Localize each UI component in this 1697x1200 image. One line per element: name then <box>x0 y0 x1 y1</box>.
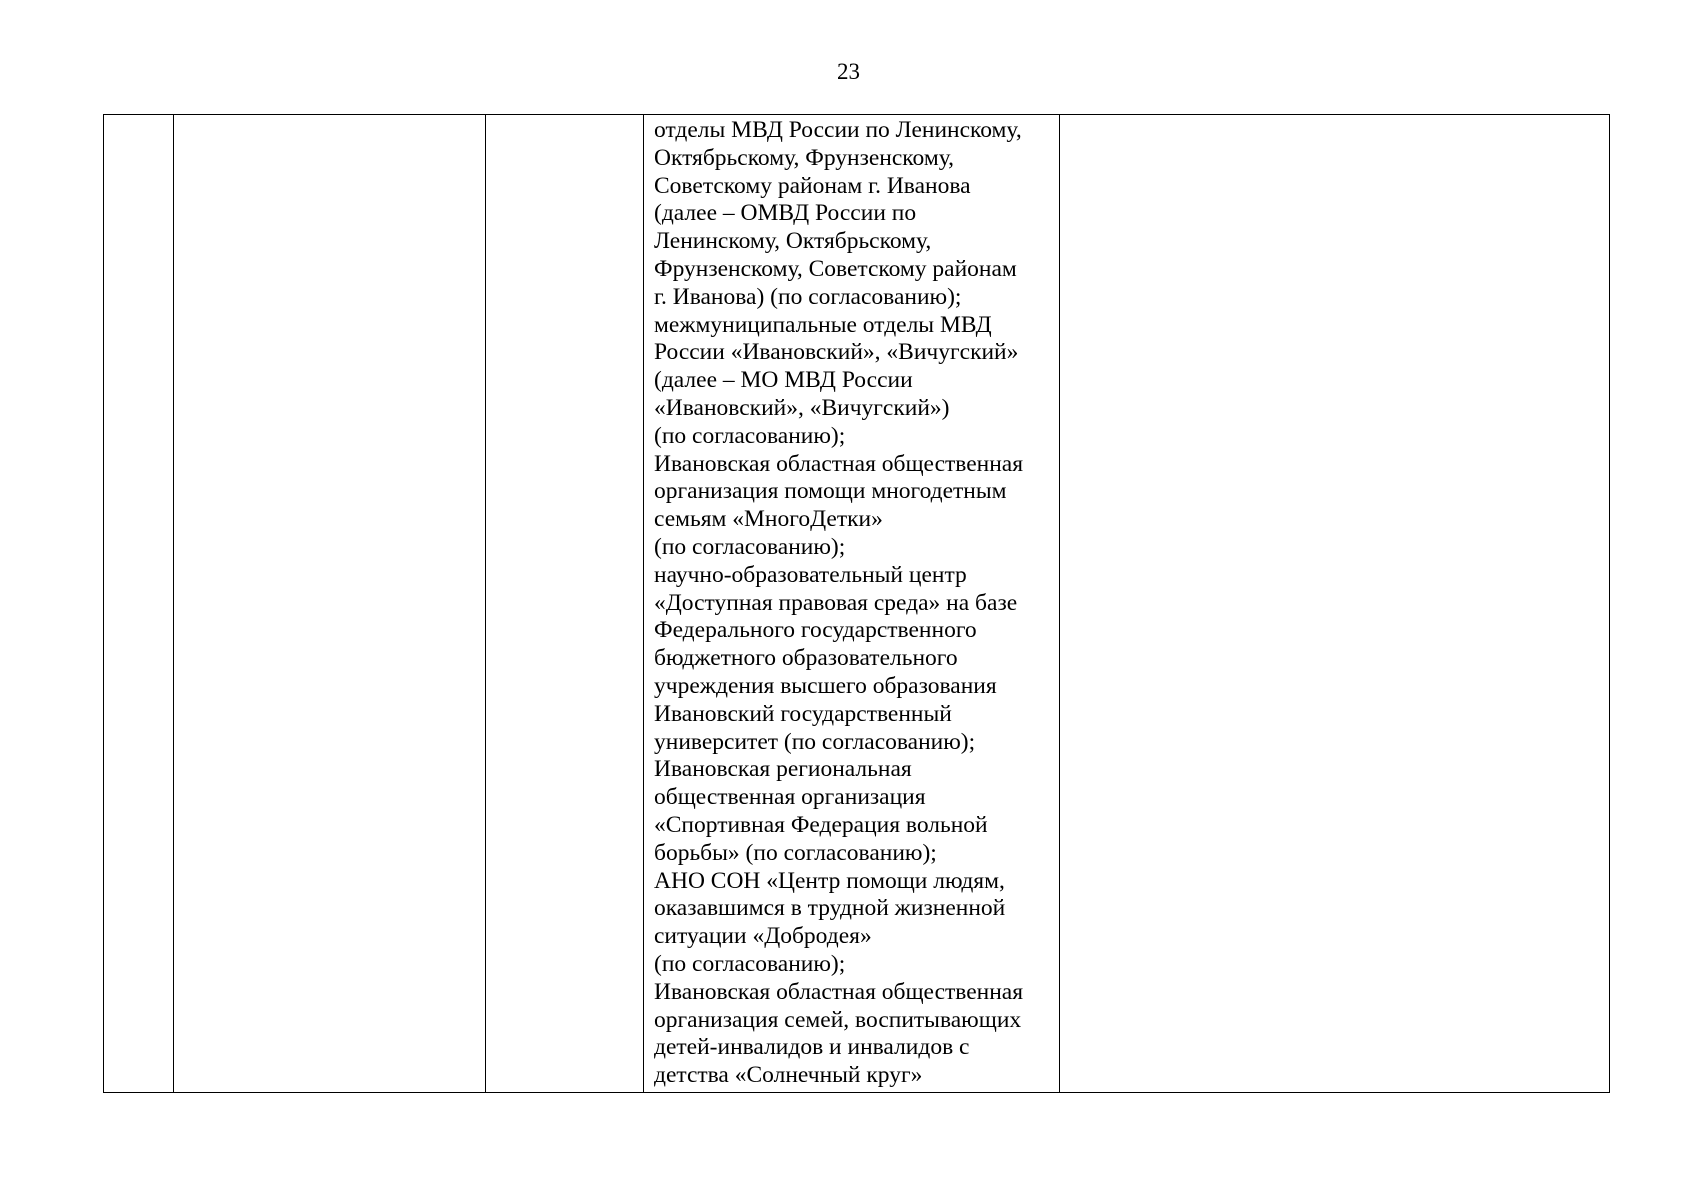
executors-line: (далее – ОМВД России по <box>654 200 917 227</box>
executors-text <box>644 115 1059 1092</box>
executors-line: отделы МВД России по Ленинскому, <box>654 117 1022 143</box>
document-table <box>103 114 1610 1093</box>
executors-line: межмуниципальные отделы МВД <box>654 311 992 338</box>
cell-deadline <box>486 115 644 1093</box>
executors-line: Федерального государственного <box>654 617 977 644</box>
executors-line: организация семей, воспитывающих <box>654 1006 1022 1033</box>
executors-line: Ивановская региональная <box>654 756 912 783</box>
executors-line: г. Иванова) (по согласованию); <box>654 283 962 310</box>
executors-line: «Спортивная Федерация вольной <box>654 811 988 838</box>
executors-line: Фрунзенскому, Советскому районам <box>654 255 1017 282</box>
table-row <box>104 115 1610 1093</box>
executors-line: оказавшимся в трудной жизненной <box>654 895 1006 922</box>
executors-line: семьям «МногоДетки» <box>654 506 883 533</box>
page-number: 23 <box>837 59 860 84</box>
executors-line: детства «Солнечный круг» <box>654 1062 923 1089</box>
executors-line: бюджетного образовательного <box>654 645 958 672</box>
executors-line: «Доступная правовая среда» на базе <box>654 589 1018 616</box>
executors-line: АНО СОН «Центр помощи людям, <box>654 867 1005 894</box>
cell-event <box>174 115 486 1093</box>
executors-line: «Ивановский», «Вичугский») <box>654 394 950 421</box>
executors-line: общественная организация <box>654 784 926 811</box>
executors-line: России «Ивановский», «Вичугский» <box>654 339 1019 366</box>
executors-line: детей-инвалидов и инвалидов с <box>654 1034 970 1061</box>
executors-line: борьбы» (по согласованию); <box>654 839 937 866</box>
executors-line: учреждения высшего образования <box>654 672 997 699</box>
executors-line: Советскому районам г. Иванова <box>654 172 971 199</box>
executors-line: ситуации «Добродея» <box>654 923 872 950</box>
executors-line: (по согласованию); <box>654 422 846 449</box>
executors-line: Ивановская областная общественная <box>654 450 1024 477</box>
executors-line: Октябрьскому, Фрунзенскому, <box>654 144 954 171</box>
cell-number <box>104 115 174 1093</box>
executors-line: Ленинскому, Октябрьскому, <box>654 228 932 255</box>
cell-result <box>1060 115 1610 1093</box>
executors-line: Ивановский государственный <box>654 700 952 727</box>
executors-line: (по согласованию); <box>654 950 846 977</box>
executors-line: университет (по согласованию); <box>654 728 976 755</box>
executors-line: организация помощи многодетным <box>654 478 1007 505</box>
executors-line: (по согласованию); <box>654 533 846 560</box>
cell-executors <box>644 115 1060 1093</box>
executors-line: (далее – МО МВД России <box>654 367 913 394</box>
executors-line: Ивановская областная общественная <box>654 978 1024 1005</box>
executors-line: научно-образовательный центр <box>654 561 967 588</box>
